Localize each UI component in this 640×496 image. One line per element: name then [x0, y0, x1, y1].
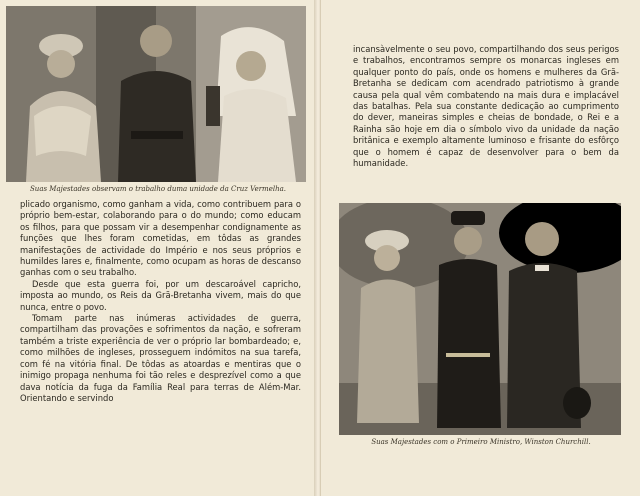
churchill-photo	[339, 203, 621, 435]
left-page-body	[20, 199, 301, 404]
left-paragraph-3: Tomam parte nas inúmeras actividades de guerra, compartilham das provações e sofrimentos da nação, e sofreram também a triste experiência de ver o próprio lar bombardeado; e, como milhões de ingleses, prosseguem indómitos na sua tarefa, com fé na vitória final. De tôdas as atoardas e mentiras que o inimigo propaga nenhuma foi tão reles e desprezível como a que dava notícia da fuga da Família Real para terras de Além-Mar. Orientando e servindo	[20, 313, 301, 403]
red-cross-photo-illustration	[6, 6, 306, 182]
churchill-photo-illustration	[339, 203, 621, 435]
left-paragraph-2: Desde que esta guerra foi, por um descaroável capricho, imposta ao mundo, os Reis da Grã-Bretanha vivem, mais do que nunca, entre o povo.	[20, 278, 301, 312]
red-cross-photo	[6, 6, 306, 182]
right-page-body	[353, 44, 619, 169]
right-page	[320, 0, 640, 496]
red-cross-photo-caption: Suas Majestades observam o trabalho duma unidade da Cruz Vermelha.	[30, 185, 286, 193]
left-paragraph-1: plicado organismo, como ganham a vida, como contribuem para o próprio bem-estar, colaborando para o do mundo; como educam os filhos, para que possam vir a desempenhar condignamente as funções que lhes foram cometidas, em tôdas as grandes manifestações de actividade do Império e nos seus próprios e humildes lares e, finalmente, como ocupam as horas de descanso ganhas com o seu trabalho.	[20, 199, 301, 278]
right-paragraph: incansàvelmente o seu povo, compartilhando dos seus perigos e trabalhos, encontramos sempre os monarcas ingleses em qualquer ponto do país, onde os homens e mulheres da Grã-Bretanha se dedicam com acendrado patriotismo à grande causa pela qual vêm combatendo na mais dura e implacável das batalhas. Pela sua constante dedicação ao cumprimento do dever, maneiras simples e cheias de bondade, o Rei e a Rainha são hoje em dia o símbolo vivo da unidade da nação britânica e exemplo altamente luminoso e frisante do esfôrço que o homem é capaz de desenvolver para o bem da humanidade.	[353, 44, 619, 169]
left-page	[0, 0, 316, 496]
churchill-photo-caption: Suas Majestades com o Primeiro Ministro, Winston Churchill.	[371, 438, 591, 446]
